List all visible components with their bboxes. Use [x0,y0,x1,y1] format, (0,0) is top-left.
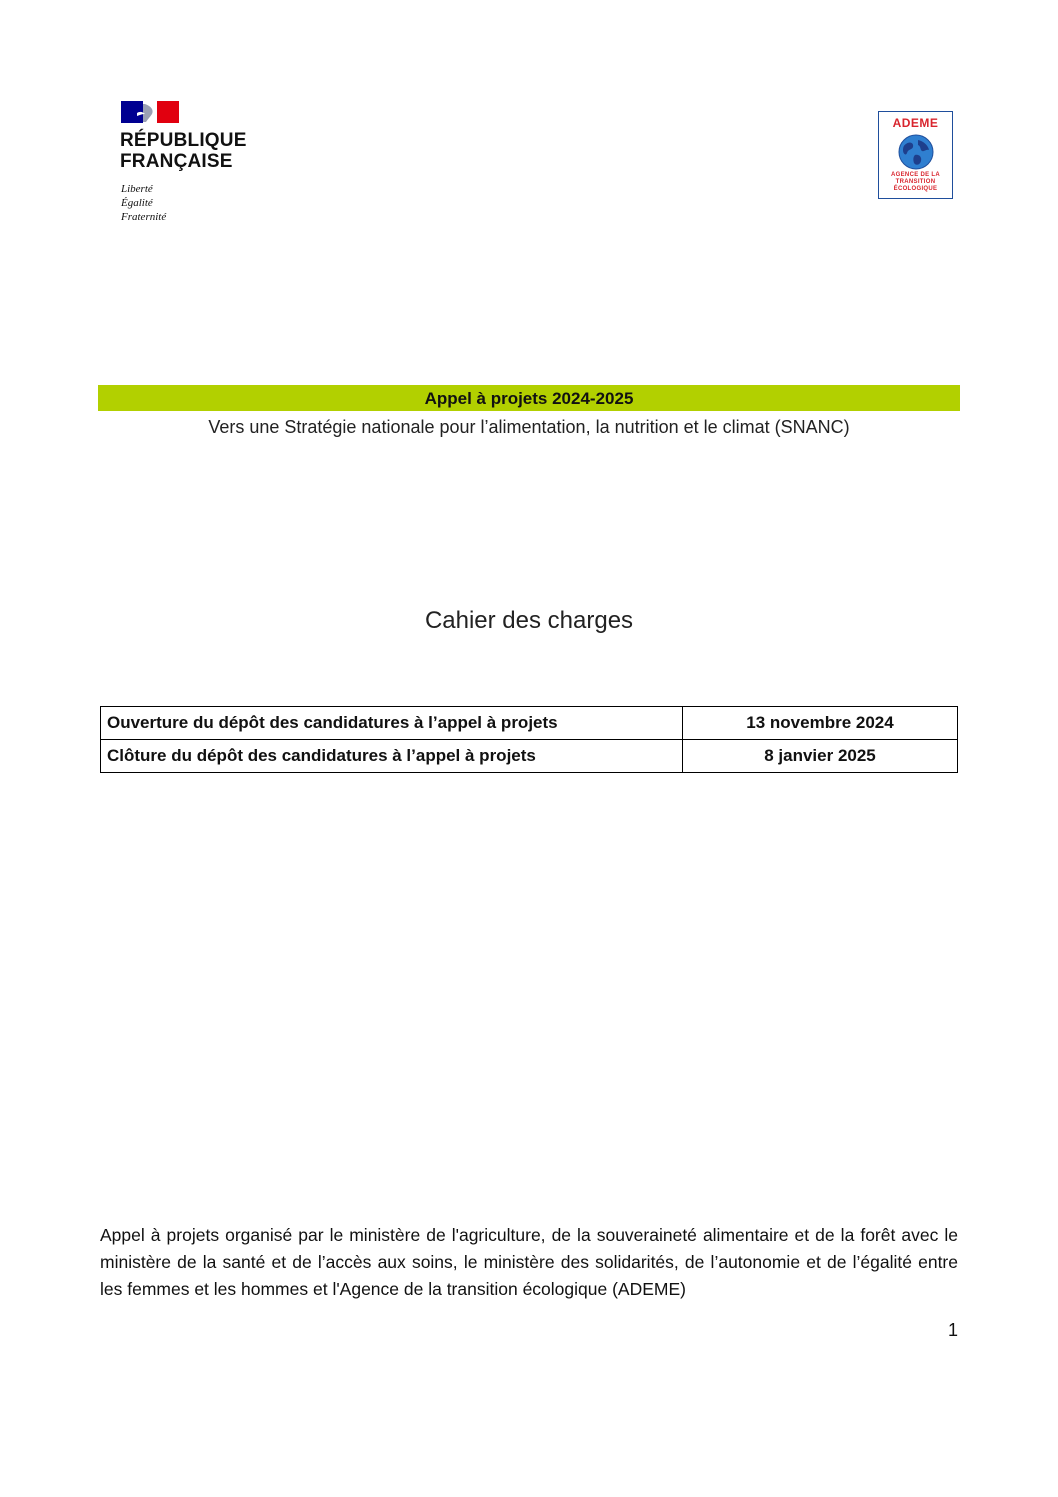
organizers-paragraph: Appel à projets organisé par le ministère de l'agriculture, de la souveraineté alimentaire et de la forêt avec le ministère de la santé et de l’accès aux soins, le ministère des solidarités, de l’autonomie et de l’égalité entre les femmes et les hommes et l'Agence de la transition écologique (ADEME) [100,1225,958,1299]
ademe-logo [878,111,953,199]
ademe-logo-tagline: AGENCE DE LA TRANSITION ÉCOLOGIQUE [891,172,940,192]
republique-motto: Liberté Égalité Fraternité [121,183,167,223]
dates-table [100,706,958,773]
table-row [101,707,958,740]
table-cell-label: Ouverture du dépôt des candidatures à l’appel à projets [101,707,683,740]
republique-francaise-name: RÉPUBLIQUE FRANÇAISE [120,130,247,172]
marianne-flag-icon [121,101,179,123]
page-number: 1 [947,1320,958,1340]
call-for-projects-banner [98,385,960,411]
banner-title: Appel à projets 2024-2025 [424,389,634,408]
globe-icon [898,134,934,170]
document-title: Cahier des charges [424,607,634,634]
table-cell-date: 8 janvier 2025 [683,740,958,773]
table-row [101,740,958,773]
subtitle: Vers une Stratégie nationale pour l’alimentation, la nutrition et le climat (SNANC) [208,417,850,437]
table-cell-date: 13 novembre 2024 [683,707,958,740]
ademe-logo-title: ADEME [892,116,939,130]
table-cell-label: Clôture du dépôt des candidatures à l’appel à projets [101,740,683,773]
